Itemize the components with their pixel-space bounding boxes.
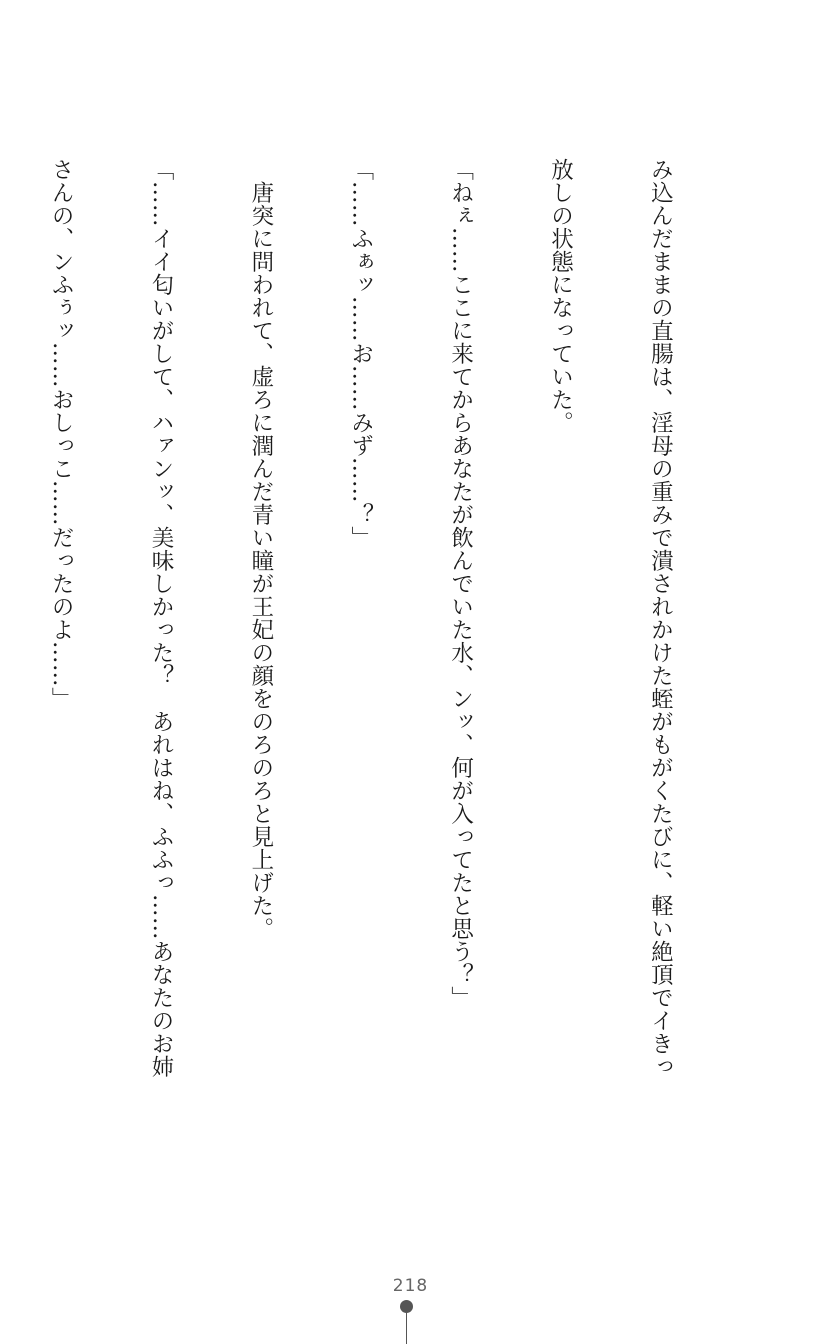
text-line: 「……ふぁッ……お……みず……？」 [347,158,374,549]
text-line: さんの、ンふぅッ……おしっこ……だったのよ……」 [48,158,75,710]
text-line: 「……イイ匂いがして、ハァンッ、美味しかった？ あれはね、ふふっ……あなたのお姉 [147,158,174,1078]
body-text [0,158,743,1218]
text-line: 放しの状態になっていた。 [547,158,574,434]
text-line: 唐突に問われて、虚ろに潤んだ青い瞳が王妃の顔をのろのろと見上げた。 [247,158,274,940]
text-line: 「ねぇ……ここに来てからあなたが飲んでいた水、ンッ、何が入ってたと思う？」 [447,158,474,1009]
page-marker-line [406,1312,407,1344]
text-line: み込んだままの直腸は、淫母の重みで潰されかけた蛭がもがくたびに、軽い絶頂でイきっ [647,158,674,1078]
page-number: 218 [392,1276,429,1296]
